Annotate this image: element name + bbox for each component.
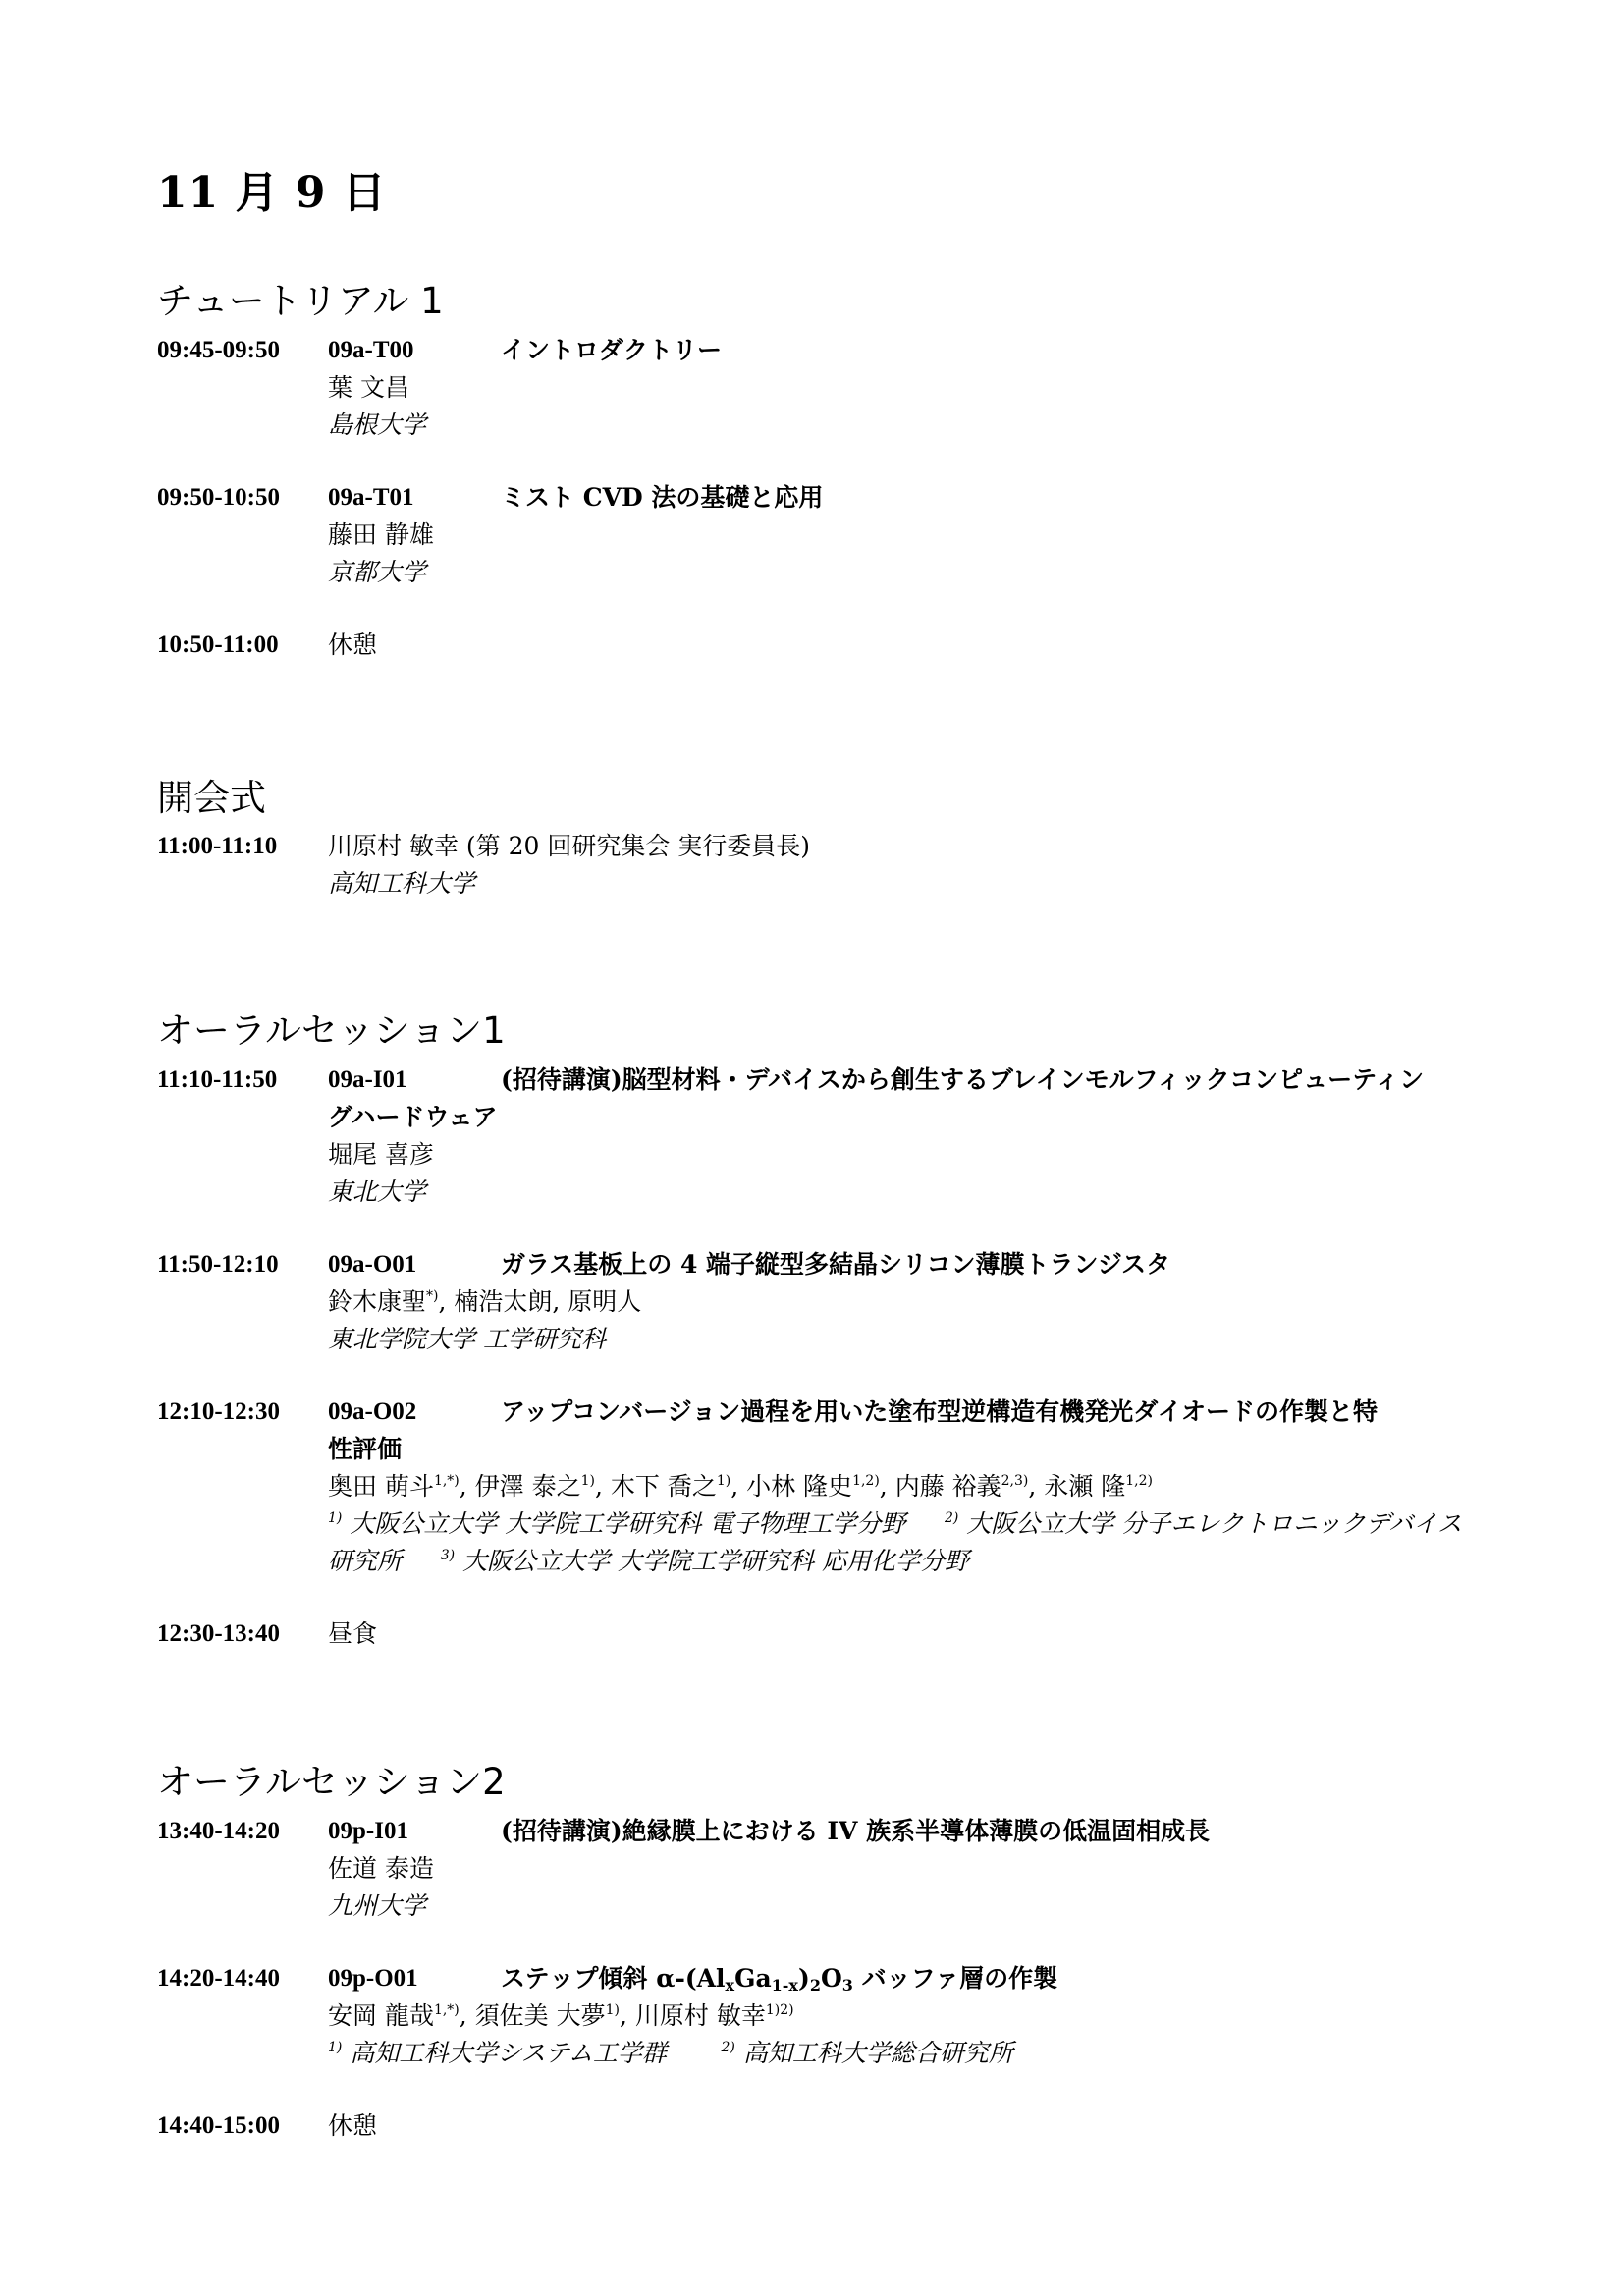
author-mark: 1) [716, 1473, 731, 1490]
entry-time: 09:50-10:50 [157, 483, 280, 511]
entry-time: 11:50-12:10 [157, 1251, 279, 1279]
affiliation-mark: 1) [328, 1510, 343, 1527]
section-title: オーラルセッション2 [157, 1761, 506, 1804]
entry-affiliation: 東北学院大学 工学研究科 [328, 1325, 606, 1354]
entry-title-continued: 性評価 [328, 1435, 403, 1464]
author-name: , 須佐美 大夢 [459, 2000, 606, 2030]
entry-time: 11:10-11:50 [157, 1066, 278, 1094]
entry-code: 09p-O01 [328, 1964, 418, 1992]
entry-text: 休憩 [328, 629, 378, 659]
entry-code: 09a-O01 [328, 1251, 417, 1279]
title-subscript: 3 [841, 1975, 853, 1995]
entry-authors [328, 1997, 1483, 2035]
author-mark: 1,2) [1125, 1473, 1153, 1490]
author-mark: 1,*) [433, 2001, 460, 2018]
affiliation-text: 高知工科大学総合研究所 [742, 2038, 1013, 2067]
author-name: 鈴木康聖 [328, 1287, 427, 1317]
program-entry [157, 1394, 1483, 1580]
entry-code: 09p-I01 [328, 1817, 408, 1844]
title-part: O [820, 1963, 842, 1993]
entry-title: イントロダクトリー [501, 335, 723, 364]
entry-title-continued: グハードウェア [328, 1103, 498, 1132]
entry-title: アップコンバージョン過程を用いた塗布型逆構造有機発光ダイオードの作製と特 [501, 1397, 1379, 1427]
author-name: , 木下 喬之 [595, 1472, 717, 1502]
program-entry [157, 1246, 1483, 1358]
author-name: 安岡 龍哉 [328, 2000, 434, 2030]
entry-affiliation: 京都大学 [328, 557, 427, 586]
entry-time: 14:40-15:00 [157, 2111, 280, 2139]
entry-affiliation: 島根大学 [328, 410, 427, 439]
entry-code: 09a-I01 [328, 1066, 407, 1094]
entry-time: 10:50-11:00 [157, 630, 279, 658]
program-entry [157, 1062, 1483, 1211]
section-tutorial [157, 282, 1483, 664]
author-name: , 永瀬 隆 [1028, 1472, 1126, 1502]
affiliation-mark: 2) [721, 2039, 735, 2055]
author-name: , 小林 隆史 [730, 1472, 853, 1502]
section-oral-2 [157, 1763, 1483, 2145]
entry-title [501, 1960, 1483, 1997]
author-mark: 1,2) [852, 1473, 880, 1490]
section-oral-1 [157, 1011, 1483, 1653]
entry-affiliation [328, 2035, 1483, 2072]
entry-text: 川原村 敏幸 (第 20 回研究集会 実行委員長) [328, 832, 811, 861]
affiliation-text: 大阪公立大学 大学院工学研究科 電子物理工学分野 [350, 1509, 906, 1539]
author-mark: *) [426, 1288, 439, 1305]
day-heading: 11 月 9 日 [157, 168, 387, 218]
affiliation-text: 大阪公立大学 分子エレクトロニ [966, 1509, 1317, 1539]
break-entry [157, 627, 1483, 664]
author-name: , 川原村 敏幸 [620, 2000, 766, 2030]
author-name: , 伊澤 泰之 [459, 1472, 581, 1502]
author-mark: 1) [605, 2001, 620, 2018]
title-subscript: 2 [809, 1975, 821, 1995]
author-name: , 楠浩太朗, 原明人 [438, 1287, 642, 1317]
title-part: Ga [734, 1963, 772, 1993]
entry-authors [328, 1468, 1483, 1505]
entry-title: ガラス基板上の 4 端子縦型多結晶シリコン薄膜トランジスタ [501, 1250, 1171, 1280]
program-entry [157, 1813, 1483, 1925]
title-subscript: x [725, 1975, 735, 1995]
entry-code: 09a-T01 [328, 483, 414, 511]
program-entry [157, 479, 1483, 591]
entry-time: 13:40-14:20 [157, 1817, 280, 1844]
affiliation-text: 大阪公立大学 大学院工学研究科 応用化学分野 [462, 1547, 969, 1576]
author-mark: 1) [580, 1473, 595, 1490]
title-part: ) [797, 1963, 810, 1993]
author-mark: 1,*) [433, 1473, 460, 1490]
program-entry [157, 1960, 1483, 2072]
break-entry [157, 2107, 1483, 2145]
entry-affiliation [328, 1505, 1483, 1580]
affiliation-mark: 1) [328, 2039, 343, 2055]
program-entry [157, 828, 1483, 902]
entry-title: (招待講演)脳型材料・デバイスから創生するブレインモルフィックコンピューティン [501, 1066, 1425, 1095]
program-entry [157, 332, 1483, 444]
entry-time: 11:00-11:10 [157, 833, 278, 860]
entry-authors [328, 1284, 1483, 1321]
section-opening [157, 776, 1483, 903]
entry-text: 休憩 [328, 2110, 378, 2140]
entry-authors: 葉 文昌 [328, 372, 409, 402]
title-part: バッファ層の作製 [852, 1963, 1058, 1993]
entry-time: 12:10-12:30 [157, 1398, 280, 1426]
author-mark: 1)2) [765, 2001, 794, 2018]
affiliation-mark: 2) [944, 1510, 959, 1527]
entry-affiliation: 高知工科大学 [328, 869, 476, 899]
title-subscript: 1-x [771, 1975, 798, 1995]
entry-code: 09a-O02 [328, 1398, 417, 1426]
section-title: 開会式 [157, 776, 266, 819]
entry-authors: 佐道 泰造 [328, 1853, 434, 1883]
break-entry [157, 1615, 1483, 1653]
entry-text: 昼食 [328, 1619, 378, 1649]
section-title: オーラルセッション1 [157, 1010, 506, 1053]
author-name: 奥田 萌斗 [328, 1472, 434, 1502]
entry-time: 09:45-09:50 [157, 336, 280, 363]
entry-title: ミスト CVD 法の基礎と応用 [501, 482, 824, 512]
entry-authors: 藤田 静雄 [328, 519, 434, 549]
affiliation-mark: 3) [440, 1548, 456, 1564]
entry-affiliation: 九州大学 [328, 1890, 427, 1920]
author-name: , 内藤 裕義 [879, 1472, 1001, 1502]
entry-time: 12:30-13:40 [157, 1620, 280, 1648]
affiliation-text: ックデバイス研究所 [328, 1509, 1463, 1576]
title-part: ステップ傾斜 α-(Al [501, 1963, 726, 1993]
entry-code: 09a-T00 [328, 336, 414, 363]
section-title: チュートリアル 1 [157, 280, 444, 322]
affiliation-text: 高知工科大学システム工学群 [350, 2038, 667, 2067]
entry-affiliation: 東北大学 [328, 1177, 427, 1207]
author-mark: 2,3) [1001, 1473, 1029, 1490]
entry-title: (招待講演)絶縁膜上における IV 族系半導体薄膜の低温固相成長 [501, 1816, 1211, 1845]
entry-authors: 堀尾 喜彦 [328, 1140, 434, 1170]
entry-time: 14:20-14:40 [157, 1964, 280, 1992]
program-page [157, 157, 1483, 2145]
